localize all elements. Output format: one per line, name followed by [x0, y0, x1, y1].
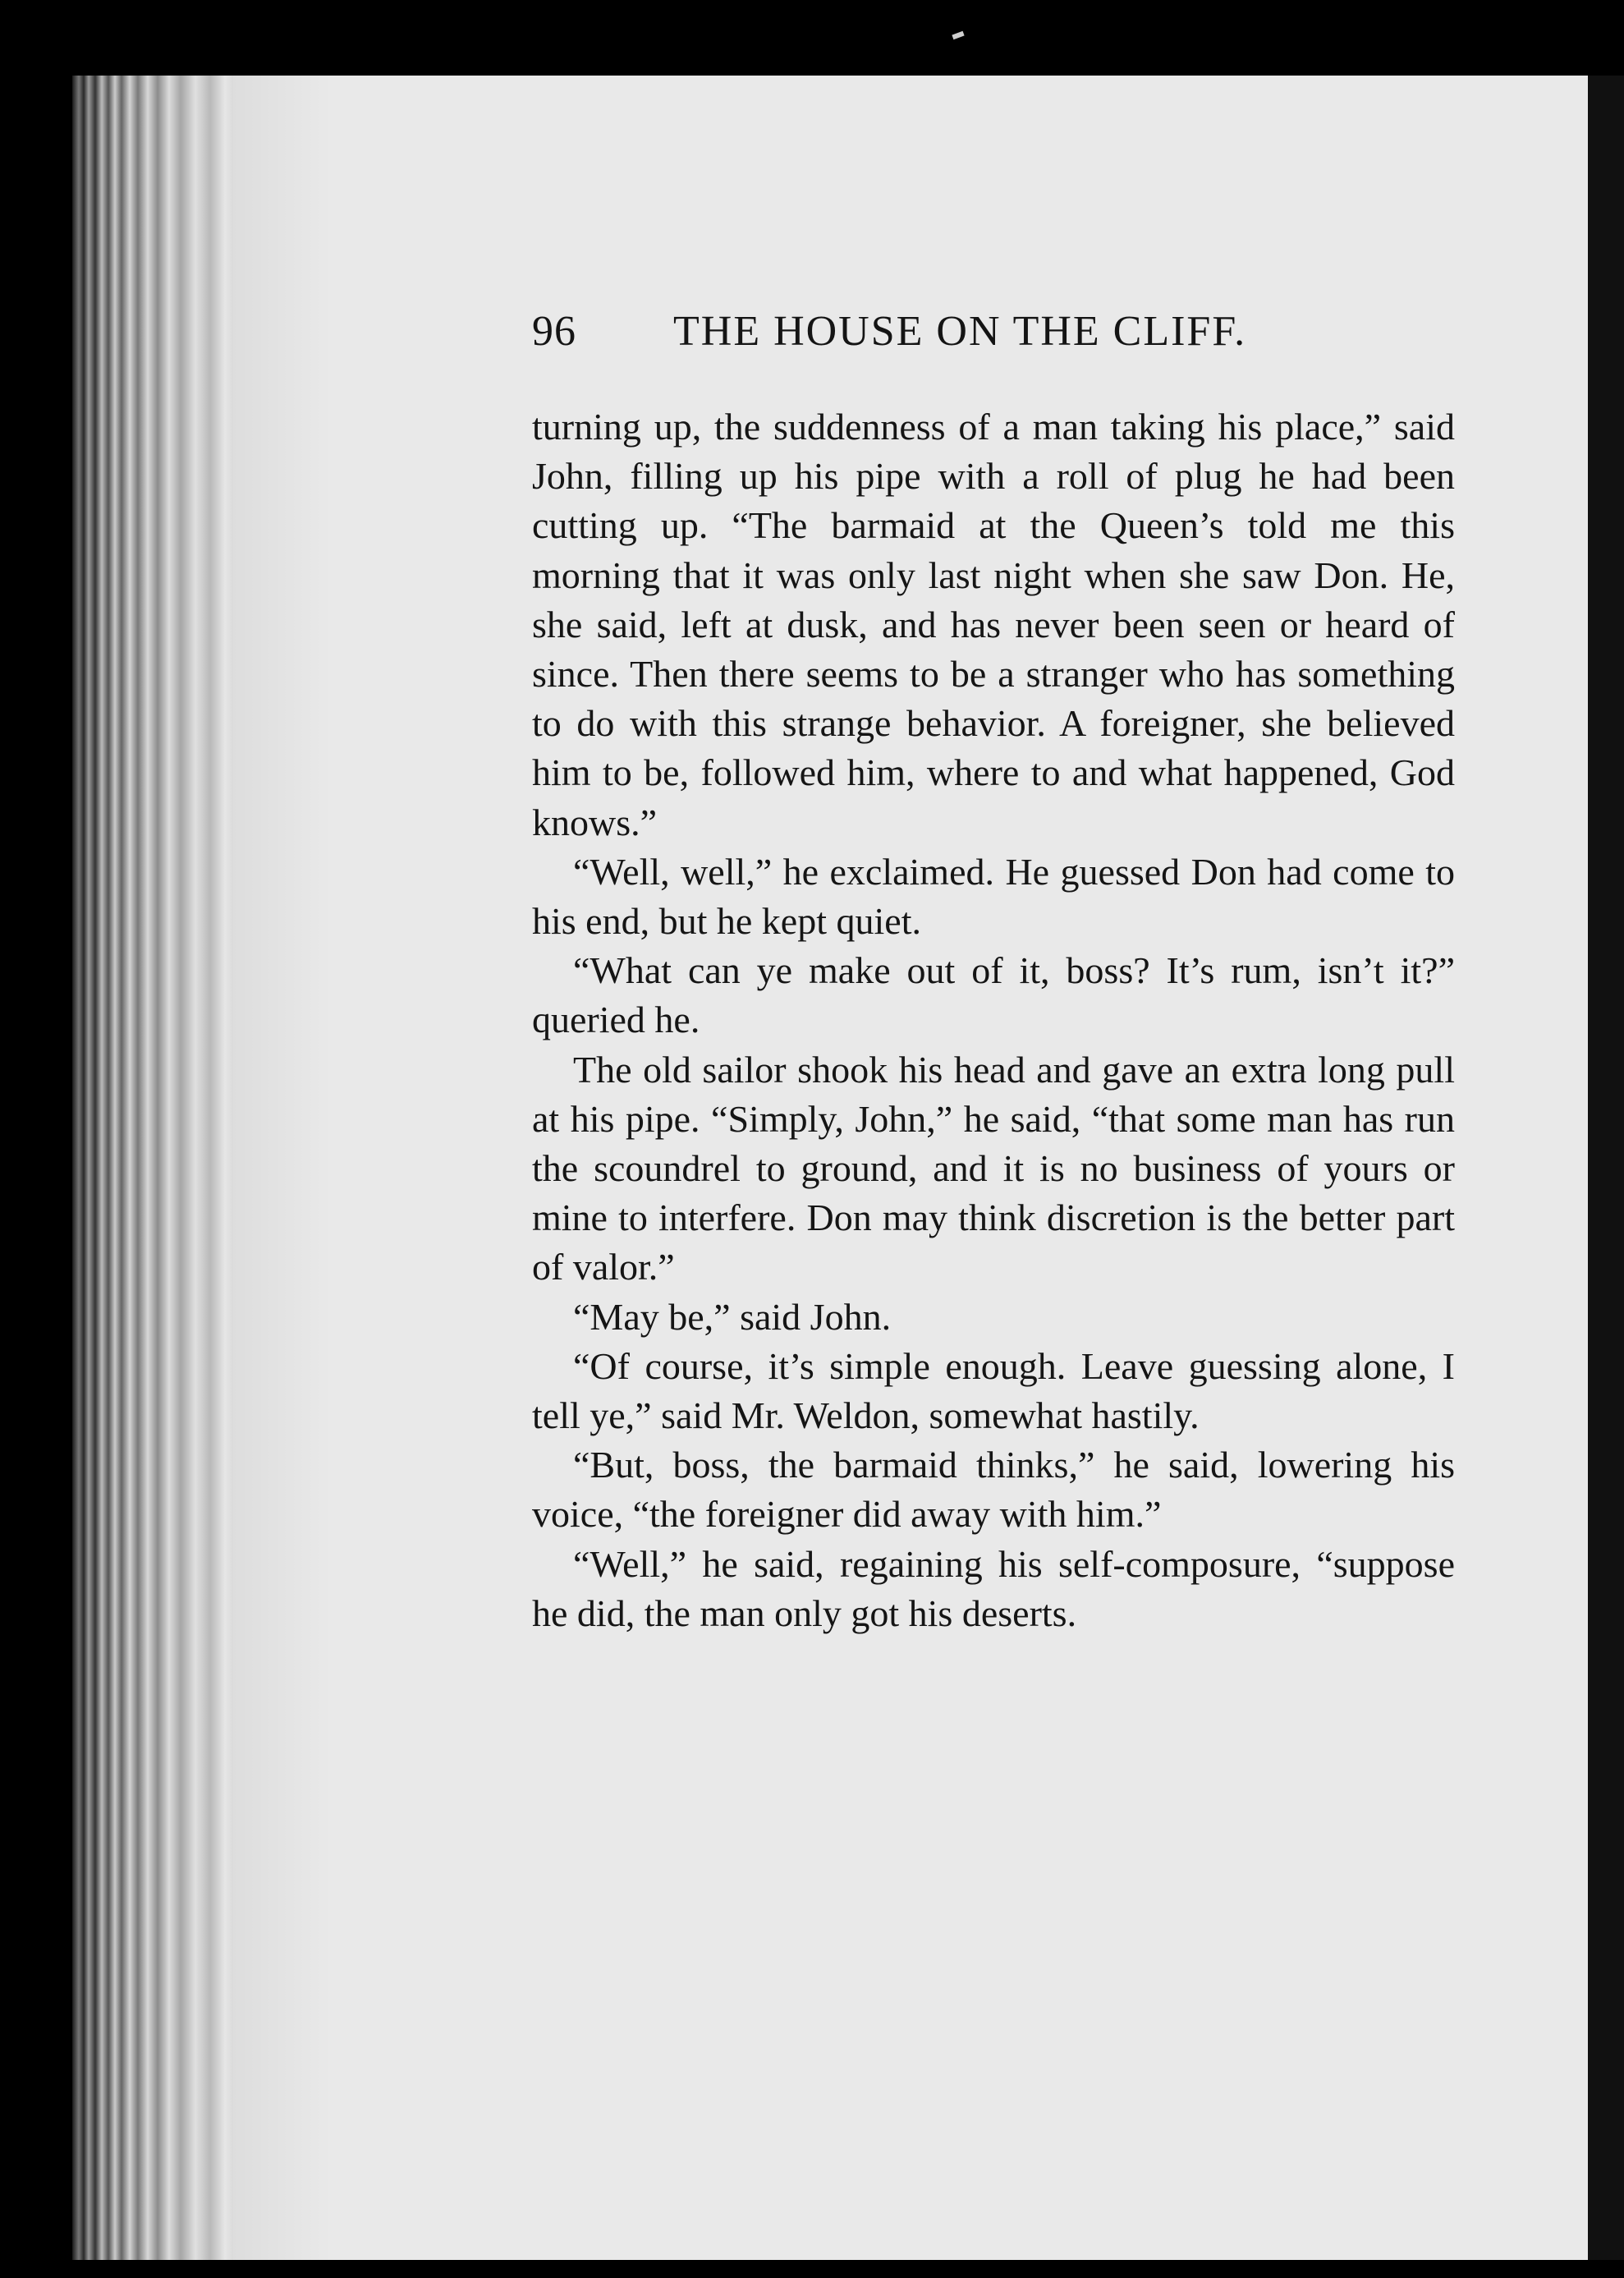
paragraph-7: “But, boss, the barmaid thinks,” he said, lowering his voice, “the foreigner did away with him.” — [532, 1444, 1455, 1536]
running-header — [532, 307, 1452, 365]
paragraph-5: “May be,” said John. — [573, 1295, 892, 1338]
running-head-title: THE HOUSE ON THE CLIFF. — [673, 308, 1247, 355]
dust-speck — [952, 31, 964, 39]
body-text — [532, 402, 1455, 1638]
paragraph-6: “Of course, it’s simple enough. Leave guessing alone, I tell ye,” said Mr. Weldon, somewhat hastily. — [532, 1344, 1455, 1437]
paragraph-1: turning up, the suddenness of a man taking his place,” said John, filling up his pipe with a roll of plug he had been cutting up. “The barmaid at the Queen’s told me this morning that it was only last night when she saw Don. He, she said, left at dusk, and has never been seen or heard of since. Then there seems to be a stranger who has something to do with this strange behavior. A foreigner, she believed him to be, followed him, where to and what happened, God knows.” — [532, 406, 1455, 843]
paragraph-4: The old sailor shook his head and gave an extra long pull at his pipe. “Simply, John,” he said, “that some man has run the scoundrel to ground, and it is no business of yours or mine to interfere. Don may think discretion is the better part of valor.” — [532, 1048, 1455, 1288]
page-number: 96 — [532, 308, 576, 355]
page-edges — [72, 76, 236, 2260]
right-scan-border — [1588, 76, 1624, 2260]
paragraph-8: “Well,” he said, regaining his self-composure, “suppose he did, the man only got his deserts. — [532, 1542, 1455, 1634]
paragraph-3: “What can ye make out of it, boss? It’s rum, isn’t it?” queried he. — [532, 949, 1455, 1041]
paragraph-2: “Well, well,” he exclaimed. He guessed Don had come to his end, but he kept quiet. — [532, 850, 1455, 943]
